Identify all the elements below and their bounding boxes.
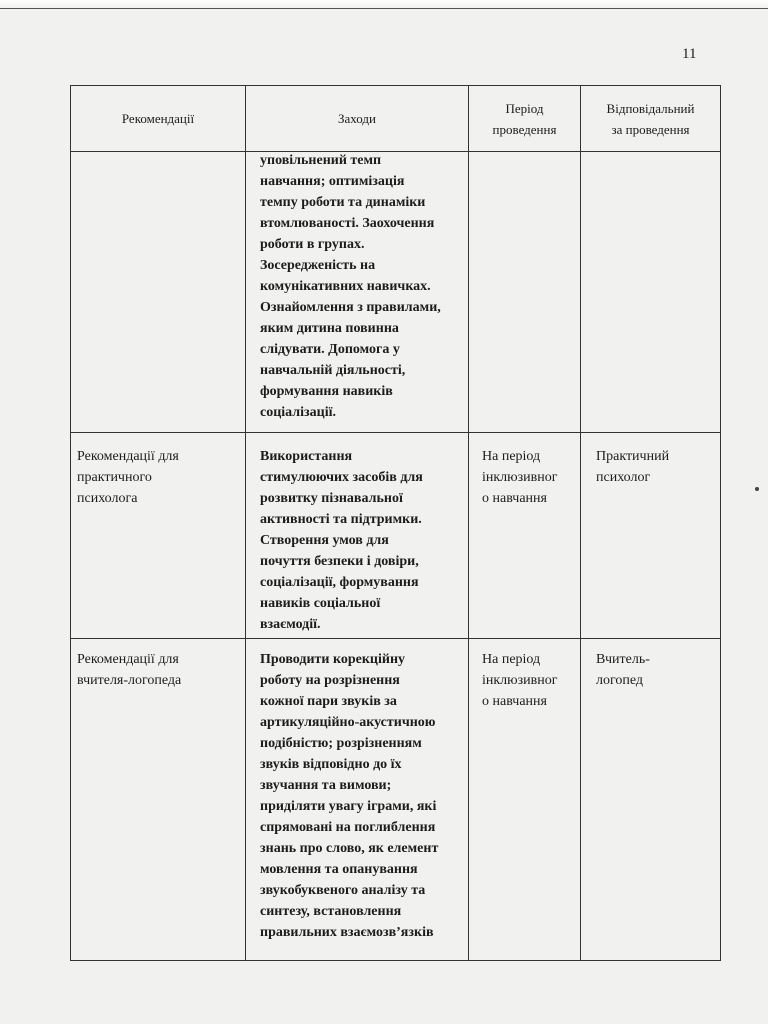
- header-measures: Заходи: [246, 86, 469, 152]
- period-cell: На період інклюзивног о навчання: [469, 433, 581, 639]
- measures-cell: Використання стимулюючих засобів для розвитку пізнавальної активності та підтримки. Створення умов для почуття безпеки і довіри, соціалізації, формування навиків соціальної взаємодії.: [246, 433, 469, 639]
- header-period: Період проведення: [469, 86, 581, 152]
- measures-cell: Проводити корекційну роботу на розрізнення кожної пари звуків за артикуляційно-акустичною подібністю; розрізненням звуків відповідно до їх звучання та вимови; приділяти увагу іграми, які спрямовані на поглиблення знань про слово, як елемент мовлення та опанування звукобуквеного аналізу та синтезу, встановлення правильних взаємозв’язків: [246, 639, 469, 961]
- header-recommendations: Рекомендації: [71, 86, 246, 152]
- period-cell: [469, 152, 581, 433]
- responsible-cell: [581, 152, 721, 433]
- page-number: 11: [682, 46, 697, 62]
- recommendation-cell: Рекомендації для практичного психолога: [71, 433, 246, 639]
- responsible-cell: Практичний психолог: [581, 433, 721, 639]
- header-responsible: Відповідальний за проведення: [581, 86, 721, 152]
- table-row: [71, 433, 721, 639]
- responsible-cell: Вчитель- логопед: [581, 639, 721, 961]
- measures-cell: уповільнений темп навчання; оптимізація темпу роботи та динаміки втомлюваності. Заохочення роботи в групах. Зосередженість на комунікативних навичках. Ознайомлення з правилами, яким дитина повинна слідувати. Допомога у навчальній діяльності, формування навиків соціалізації.: [246, 152, 469, 433]
- recommendation-cell: Рекомендації для вчителя-логопеда: [71, 639, 246, 961]
- page-top-edge: [0, 0, 768, 9]
- recommendation-cell: [71, 152, 246, 433]
- period-cell: На період інклюзивног о навчання: [469, 639, 581, 961]
- scan-speck: [755, 487, 759, 491]
- table-row: [71, 639, 721, 961]
- table-header-row: [71, 86, 721, 152]
- table-row: [71, 152, 721, 433]
- recommendations-table: [70, 85, 721, 961]
